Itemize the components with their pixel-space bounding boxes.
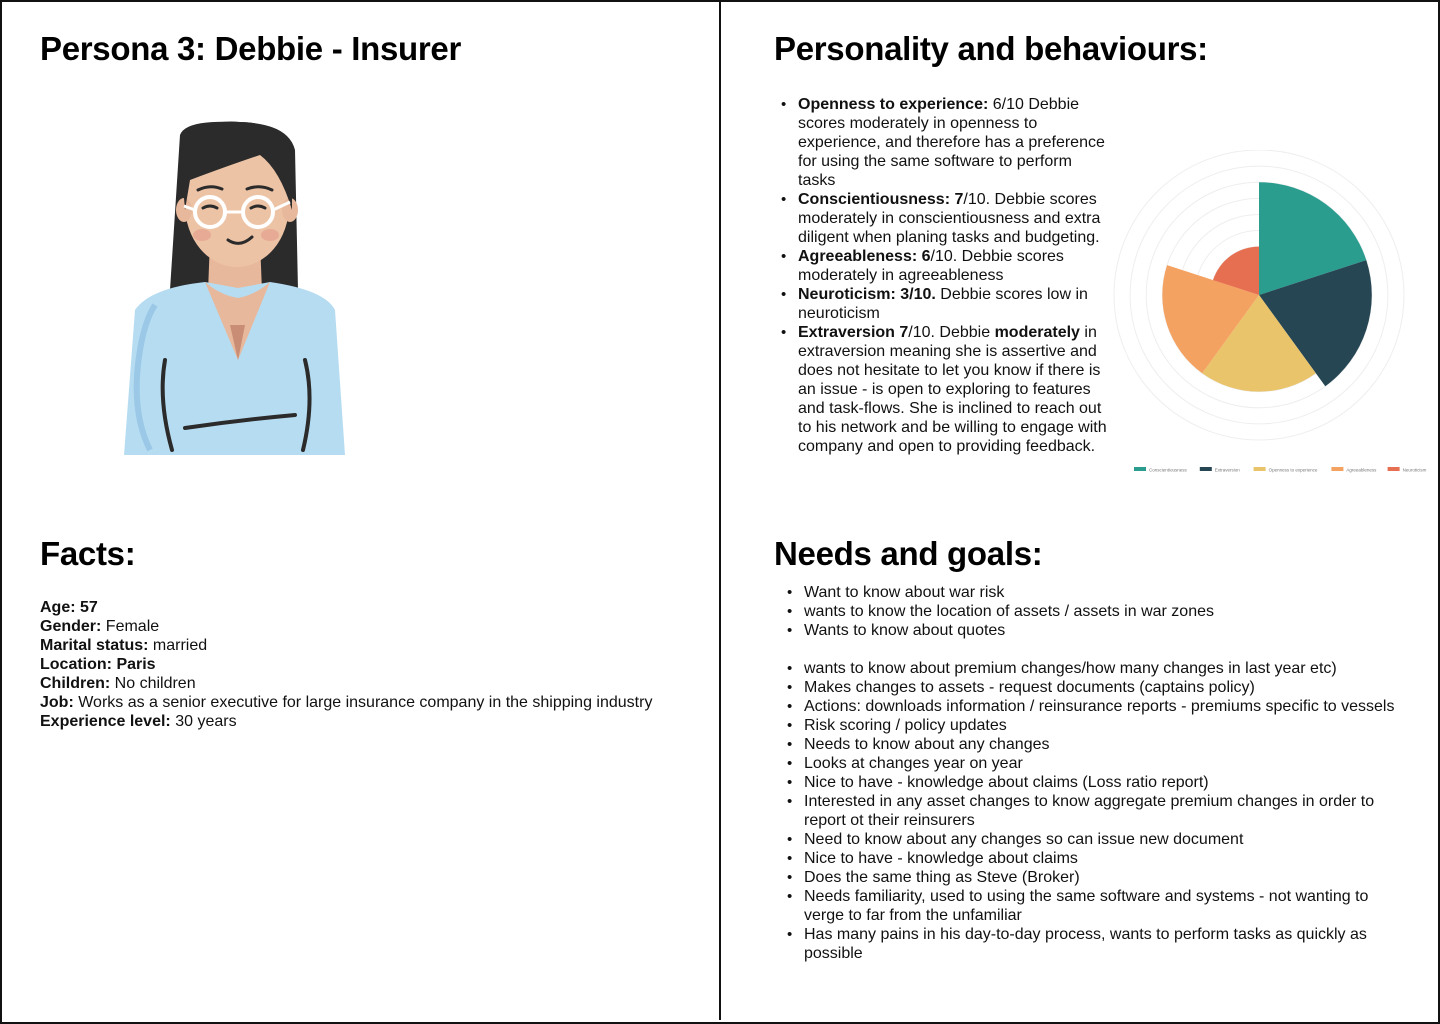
need-item: • Interested in any asset changes to know aggregate premium changes in order to report ot their reinsurers: [804, 792, 1404, 830]
need-item: • Wants to know about quotes: [804, 621, 1404, 640]
fact-marital-status: Marital status: married: [40, 637, 208, 654]
need-item: • wants to know the location of assets / assets in war zones: [804, 602, 1404, 621]
trait-conscientiousness: • Conscientiousness: 7/10. Debbie scores moderately in conscientiousness and extra diligent when planing tasks and budgeting.: [798, 190, 1110, 247]
need-item: • Does the same thing as Steve (Broker): [804, 868, 1404, 887]
chart-legend-swatch: [1200, 467, 1212, 471]
fact-location: Location: Paris: [40, 656, 156, 673]
needs-goals-list: [804, 583, 1404, 963]
need-item: • Nice to have - knowledge about claims (Loss ratio report): [804, 773, 1404, 792]
fact-age: Age: 57: [40, 599, 98, 616]
fact-gender: Gender: Female: [40, 618, 160, 635]
chart-legend-label: Neuroticism: [1402, 467, 1427, 473]
chart-legend-item: [1388, 467, 1427, 473]
fact-experience: Experience level: 30 years: [40, 713, 237, 730]
personality-traits-list: [798, 95, 1110, 456]
chart-legend-item: [1134, 467, 1188, 473]
need-item: • Needs to know about any changes: [804, 735, 1404, 754]
trait-extraversion: • Extraversion 7/10. Debbie moderately in extraversion meaning she is assertive and does not hesitate to let you know if there is an issue - is open to exploring to features and task-flows. She is inclined to reach out to his network and be willing to engage with company and open to providing feedback.: [798, 323, 1110, 456]
need-item: • Makes changes to assets - request documents (captains policy): [804, 678, 1404, 697]
trait-agreeableness: • Agreeableness: 6/10. Debbie scores moderately in agreeableness: [798, 247, 1110, 285]
need-item: • Looks at changes year on year: [804, 754, 1404, 773]
list-spacer: [804, 640, 1404, 659]
chart-legend-item: [1331, 467, 1377, 473]
need-item: • Risk scoring / policy updates: [804, 716, 1404, 735]
chart-legend-swatch: [1388, 467, 1400, 471]
trait-openness: • Openness to experience: 6/10 Debbie scores moderately in openness to experience, and therefore has a preference for using the same software to perform tasks: [798, 95, 1110, 190]
chart-legend-swatch: [1254, 467, 1266, 471]
facts-list: [40, 598, 680, 731]
chart-legend-label: Agreeableness: [1346, 467, 1377, 473]
chart-legend-swatch: [1134, 467, 1146, 471]
facts-heading: Facts:: [40, 535, 136, 572]
need-item: • Need to know about any changes so can issue new document: [804, 830, 1404, 849]
need-item: • Has many pains in his day-to-day process, wants to perform tasks as quickly as possible: [804, 925, 1404, 963]
chart-legend-label: Conscientiousness: [1149, 467, 1187, 473]
need-item: • Actions: downloads information / reinsurance reports - premiums specific to vessels: [804, 697, 1404, 716]
persona-avatar-illustration: [110, 110, 360, 455]
need-item: • wants to know about premium changes/how many changes in last year etc): [804, 659, 1404, 678]
personality-polar-chart: [1112, 150, 1432, 485]
needs-heading: Needs and goals:: [774, 535, 1043, 572]
chart-legend-item: [1254, 467, 1318, 473]
fact-children: Children: No children: [40, 675, 196, 692]
chart-legend-swatch: [1331, 467, 1343, 471]
chart-legend-label: Openness to experience: [1268, 467, 1318, 473]
need-item: • Want to know about war risk: [804, 583, 1404, 602]
need-item: • Needs familiarity, used to using the same software and systems - not wanting to verge to far from the unfamiliar: [804, 887, 1404, 925]
personality-heading: Personality and behaviours:: [774, 30, 1208, 67]
chart-legend-item: [1200, 467, 1241, 473]
need-item: • Nice to have - knowledge about claims: [804, 849, 1404, 868]
page-title: Persona 3: Debbie - Insurer: [40, 30, 462, 67]
trait-neuroticism: • Neuroticism: 3/10. Debbie scores low in neuroticism: [798, 285, 1110, 323]
column-divider: [719, 0, 721, 1020]
chart-legend-label: Extraversion: [1214, 467, 1240, 473]
fact-job: Job: Works as a senior executive for large insurance company in the shipping industry: [40, 694, 653, 711]
